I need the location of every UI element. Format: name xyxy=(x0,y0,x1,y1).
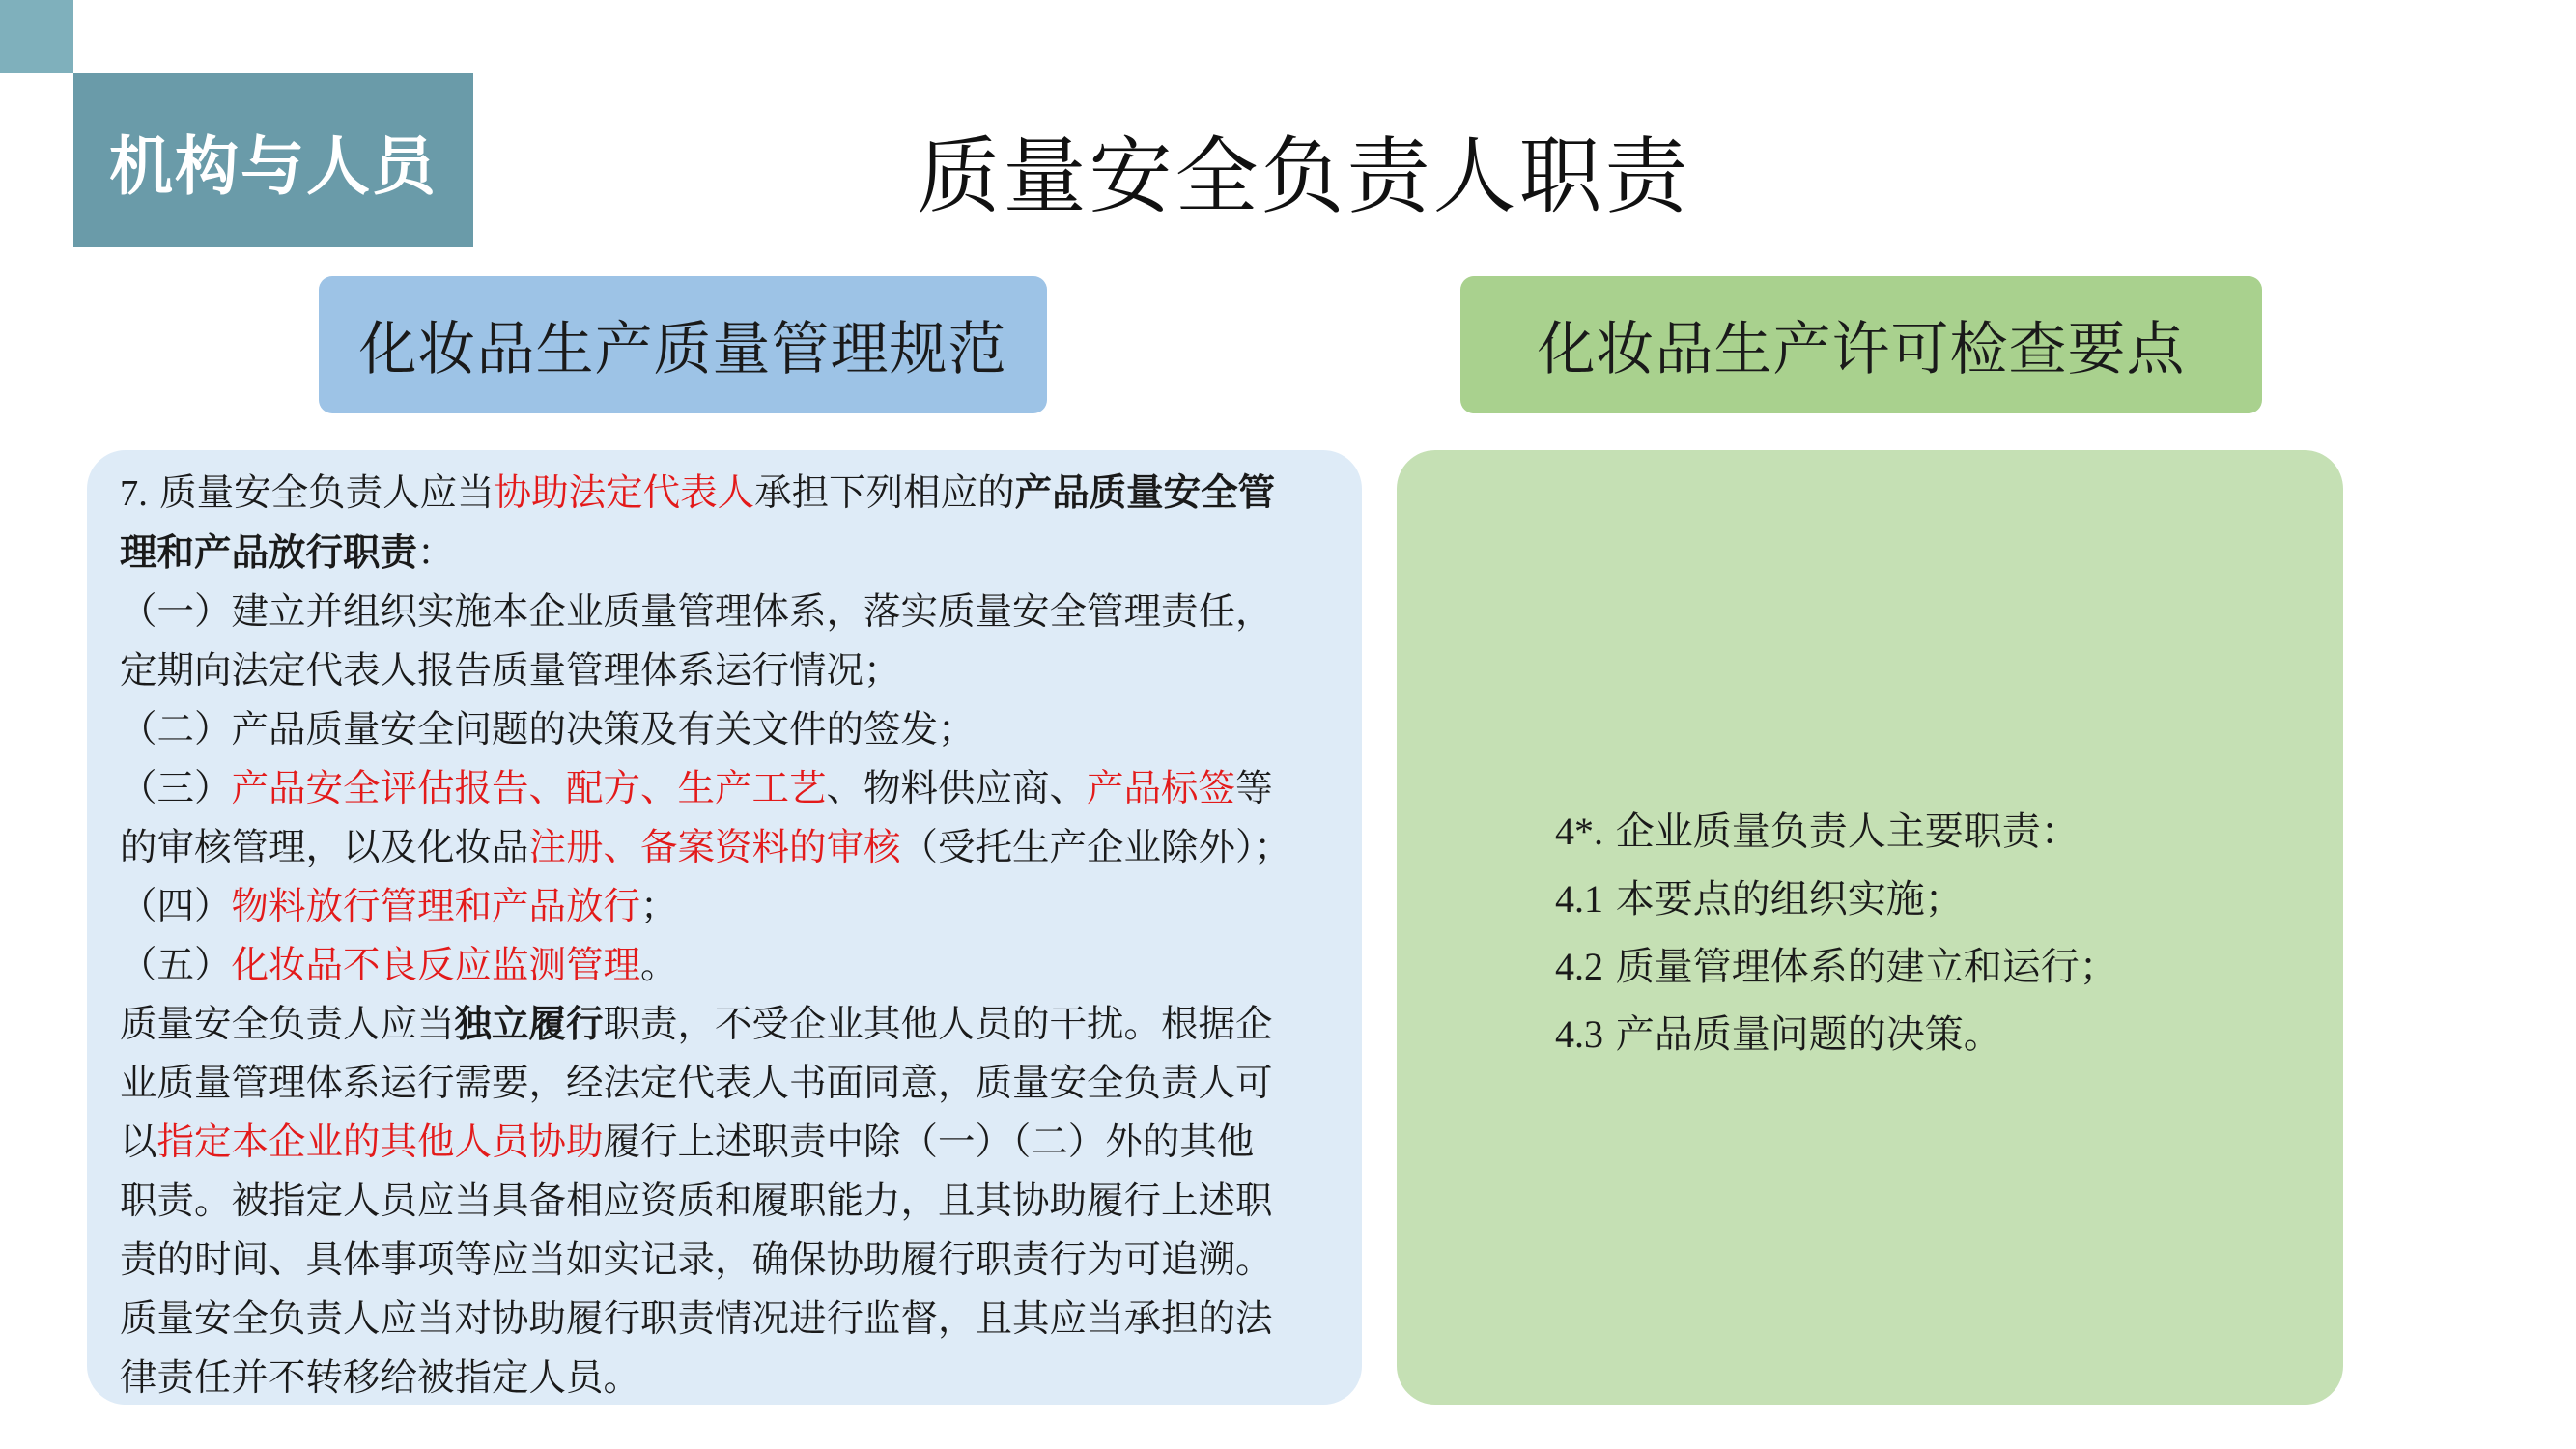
page-title: 质量安全负责人职责 xyxy=(917,128,1691,225)
license-check-panel xyxy=(1397,450,2343,1405)
point-line: 4.2 质量管理体系的建立和运行； xyxy=(1555,945,2118,989)
license-check-header: 化妆品生产许可检查要点 xyxy=(1460,276,2262,413)
point-line: 4.1 本要点的组织实施； xyxy=(1555,877,1964,922)
point-line: 4.3 产品质量问题的决策。 xyxy=(1555,1012,2002,1057)
rule-line: 7. 质量安全负责人应当协助法定代表人承担下列相应的产品质量安全管 xyxy=(120,471,1276,515)
corner-decoration xyxy=(0,0,73,73)
rule-line: （五）化妆品不良反应监测管理。 xyxy=(120,944,678,987)
rule-line: （四）物料放行管理和产品放行； xyxy=(120,885,678,928)
gmp-panel xyxy=(87,450,1362,1405)
gmp-rule-text xyxy=(120,464,1304,1407)
rule-line: 责的时间、具体事项等应当如实记录，确保协助履行职责行为可追溯。 xyxy=(120,1238,1273,1282)
point-line: 4*. 企业质量负责人主要职责： xyxy=(1555,810,2080,854)
rule-line: 定期向法定代表人报告质量管理体系运行情况； xyxy=(120,649,901,693)
rule-line: （三）产品安全评估报告、配方、生产工艺、物料供应商、产品标签等 xyxy=(120,767,1273,810)
rule-line: 业质量管理体系运行需要，经法定代表人书面同意，质量安全负责人可 xyxy=(120,1062,1273,1105)
license-check-points xyxy=(1555,798,2305,1068)
rule-line: 职责。被指定人员应当具备相应资质和履职能力，且其协助履行上述职 xyxy=(120,1179,1273,1223)
rule-line: （二）产品质量安全问题的决策及有关文件的签发； xyxy=(120,708,976,752)
rule-line: （一）建立并组织实施本企业质量管理体系，落实质量安全管理责任， xyxy=(120,590,1273,634)
rule-line: 质量安全负责人应当独立履行职责，不受企业其他人员的干扰。根据企 xyxy=(120,1003,1273,1046)
rule-line: 质量安全负责人应当对协助履行职责情况进行监督，且其应当承担的法 xyxy=(120,1297,1273,1341)
section-tag: 机构与人员 xyxy=(73,73,473,247)
rule-line: 的审核管理，以及化妆品注册、备案资料的审核（受托生产企业除外）； xyxy=(120,826,1291,869)
rule-line: 理和产品放行职责： xyxy=(120,531,455,575)
rule-line: 律责任并不转移给被指定人员。 xyxy=(120,1356,641,1400)
gmp-header: 化妆品生产质量管理规范 xyxy=(319,276,1047,413)
rule-line: 以指定本企业的其他人员协助履行上述职责中除（一）（二）外的其他 xyxy=(120,1121,1255,1164)
